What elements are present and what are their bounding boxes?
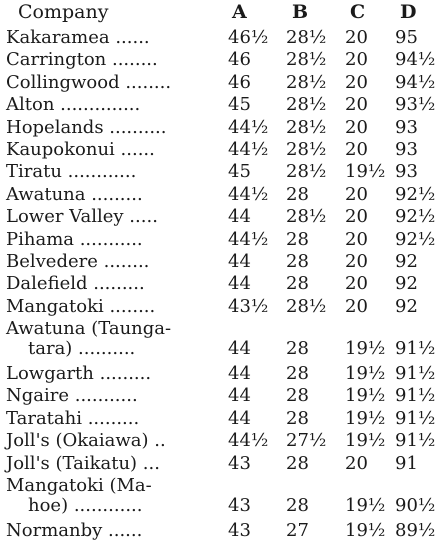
table-row <box>0 364 439 384</box>
value-a: 44 <box>228 206 251 228</box>
value-c: 20 <box>345 94 368 116</box>
value-b: 28 <box>286 385 309 407</box>
value-b: 28 <box>286 228 309 250</box>
company-name <box>6 28 218 48</box>
value-d: 93 <box>395 116 418 138</box>
value-a: 44 <box>228 385 251 407</box>
company-name <box>6 50 218 70</box>
company-name-line: Kakaramea ...... <box>6 27 150 48</box>
value-d: 92 <box>395 273 418 295</box>
table-row <box>0 274 439 294</box>
value-c: 19½ <box>345 385 386 407</box>
value-a: 43½ <box>228 295 269 317</box>
value-d: 91½ <box>395 338 436 360</box>
value-d: 93½ <box>395 94 436 116</box>
value-d: 92 <box>395 295 418 317</box>
value-a: 43 <box>228 519 251 541</box>
company-name-line: Carrington ........ <box>6 49 158 71</box>
company-name-line: Awatuna ......... <box>6 183 143 205</box>
value-b: 28½ <box>286 139 327 160</box>
value-c: 19½ <box>345 161 386 183</box>
company-name <box>6 207 218 227</box>
table-row <box>0 297 439 317</box>
value-d: 92½ <box>395 228 436 250</box>
company-name <box>6 73 218 93</box>
company-name <box>6 454 218 474</box>
value-d: 92½ <box>395 206 436 228</box>
company-name <box>6 297 218 317</box>
value-b: 28 <box>286 338 309 360</box>
value-c: 19½ <box>345 363 386 384</box>
value-b: 28 <box>286 407 309 429</box>
company-name-line: Mangatoki (Ma- <box>6 475 152 496</box>
company-name <box>6 274 218 294</box>
value-c: 20 <box>345 295 368 317</box>
value-b: 27 <box>286 519 309 541</box>
value-d: 91½ <box>395 407 436 429</box>
value-c: 19½ <box>345 338 386 360</box>
company-name-line: Normanby ...... <box>6 519 143 541</box>
value-c: 20 <box>345 116 368 138</box>
table-row <box>0 476 439 516</box>
header-a: A <box>232 1 247 23</box>
value-a: 45 <box>228 161 251 183</box>
value-d: 92 <box>395 251 418 272</box>
value-a: 44½ <box>228 228 269 250</box>
company-name-line: Taratahi ......... <box>6 407 140 429</box>
value-c: 20 <box>345 251 368 272</box>
company-name <box>6 230 218 250</box>
table-row <box>0 140 439 160</box>
value-c: 20 <box>345 183 368 205</box>
table-row <box>0 319 439 359</box>
table-row <box>0 409 439 429</box>
value-a: 46 <box>228 49 251 71</box>
value-d: 91½ <box>395 385 436 407</box>
value-c: 19½ <box>345 407 386 429</box>
value-b: 28½ <box>286 94 327 116</box>
company-name-line: Joll's (Okaiawa) .. <box>6 430 166 452</box>
header-b: B <box>292 1 309 23</box>
company-name <box>6 364 218 384</box>
company-name-line: Alton .............. <box>6 94 141 116</box>
company-name-continuation: hoe) ............ <box>28 495 143 516</box>
company-name <box>6 252 218 272</box>
value-b: 28 <box>286 452 309 474</box>
value-d: 91 <box>395 452 418 474</box>
value-b: 28 <box>286 363 309 384</box>
company-name-line: Dalefield ......... <box>6 273 145 295</box>
company-name-line: Lowgarth ......... <box>6 363 152 384</box>
value-a: 44 <box>228 407 251 429</box>
company-name-line: Kaupokonui ...... <box>6 139 155 160</box>
value-a: 43 <box>228 452 251 474</box>
value-d: 94½ <box>395 49 436 71</box>
value-d: 95 <box>395 27 418 48</box>
header-d: D <box>400 1 417 23</box>
value-c: 20 <box>345 71 368 93</box>
value-a: 46 <box>228 71 251 93</box>
company-name-line: Awatuna (Taunga- <box>6 318 172 340</box>
value-d: 90½ <box>395 495 436 516</box>
table-row <box>0 118 439 138</box>
company-name <box>6 431 218 451</box>
value-d: 94½ <box>395 71 436 93</box>
company-name-line: Joll's (Taikatu) ... <box>6 452 160 474</box>
table-row <box>0 431 439 451</box>
company-name-continuation: tara) .......... <box>28 338 136 360</box>
company-name <box>6 118 218 138</box>
company-name <box>6 476 218 516</box>
value-d: 91½ <box>395 430 436 452</box>
value-a: 44½ <box>228 183 269 205</box>
table-row <box>0 185 439 205</box>
header-c: C <box>350 1 366 23</box>
company-name-line: Belvedere ........ <box>6 251 150 272</box>
value-b: 28½ <box>286 206 327 228</box>
value-b: 28½ <box>286 116 327 138</box>
value-b: 28½ <box>286 71 327 93</box>
value-a: 45 <box>228 94 251 116</box>
value-b: 28 <box>286 251 309 272</box>
value-d: 89½ <box>395 519 436 541</box>
company-name-line: Lower Valley ..... <box>6 206 158 228</box>
table-row <box>0 50 439 70</box>
value-c: 20 <box>345 139 368 160</box>
company-name <box>6 409 218 429</box>
company-name-line: Collingwood ........ <box>6 71 172 93</box>
value-c: 19½ <box>345 519 386 541</box>
value-a: 43 <box>228 495 251 516</box>
header-company: Company <box>18 1 109 23</box>
value-c: 20 <box>345 273 368 295</box>
table-row <box>0 28 439 48</box>
value-c: 19½ <box>345 430 386 452</box>
table-row <box>0 162 439 182</box>
value-a: 44½ <box>228 430 269 452</box>
value-b: 28 <box>286 183 309 205</box>
value-b: 27½ <box>286 430 327 452</box>
value-c: 19½ <box>345 495 386 516</box>
value-a: 44 <box>228 338 251 360</box>
value-c: 20 <box>345 49 368 71</box>
company-name-line: Mangatoki ........ <box>6 295 156 317</box>
value-c: 20 <box>345 27 368 48</box>
company-name <box>6 386 218 406</box>
table-row <box>0 386 439 406</box>
company-name-line: Tiratu ............ <box>6 161 137 183</box>
value-b: 28½ <box>286 27 327 48</box>
company-name-line: Pihama ........... <box>6 228 143 250</box>
value-b: 28½ <box>286 295 327 317</box>
value-c: 20 <box>345 452 368 474</box>
company-name <box>6 185 218 205</box>
value-b: 28 <box>286 495 309 516</box>
value-d: 91½ <box>395 363 436 384</box>
value-a: 46½ <box>228 27 269 48</box>
value-c: 20 <box>345 228 368 250</box>
table-row <box>0 252 439 272</box>
company-name <box>6 95 218 115</box>
company-name <box>6 319 218 359</box>
value-a: 44 <box>228 273 251 295</box>
company-name <box>6 140 218 160</box>
value-a: 44½ <box>228 116 269 138</box>
value-d: 93 <box>395 161 418 183</box>
value-a: 44½ <box>228 139 269 160</box>
table-row <box>0 73 439 93</box>
table-row <box>0 95 439 115</box>
value-a: 44 <box>228 251 251 272</box>
company-name-line: Ngaire ........... <box>6 385 138 407</box>
value-b: 28 <box>286 273 309 295</box>
value-d: 93 <box>395 139 418 160</box>
table-row <box>0 454 439 474</box>
value-a: 44 <box>228 363 251 384</box>
value-b: 28½ <box>286 49 327 71</box>
value-b: 28½ <box>286 161 327 183</box>
value-c: 20 <box>345 206 368 228</box>
table-row <box>0 207 439 227</box>
company-name-line: Hopelands .......... <box>6 116 167 138</box>
table-row <box>0 230 439 250</box>
value-d: 92½ <box>395 183 436 205</box>
company-name <box>6 162 218 182</box>
